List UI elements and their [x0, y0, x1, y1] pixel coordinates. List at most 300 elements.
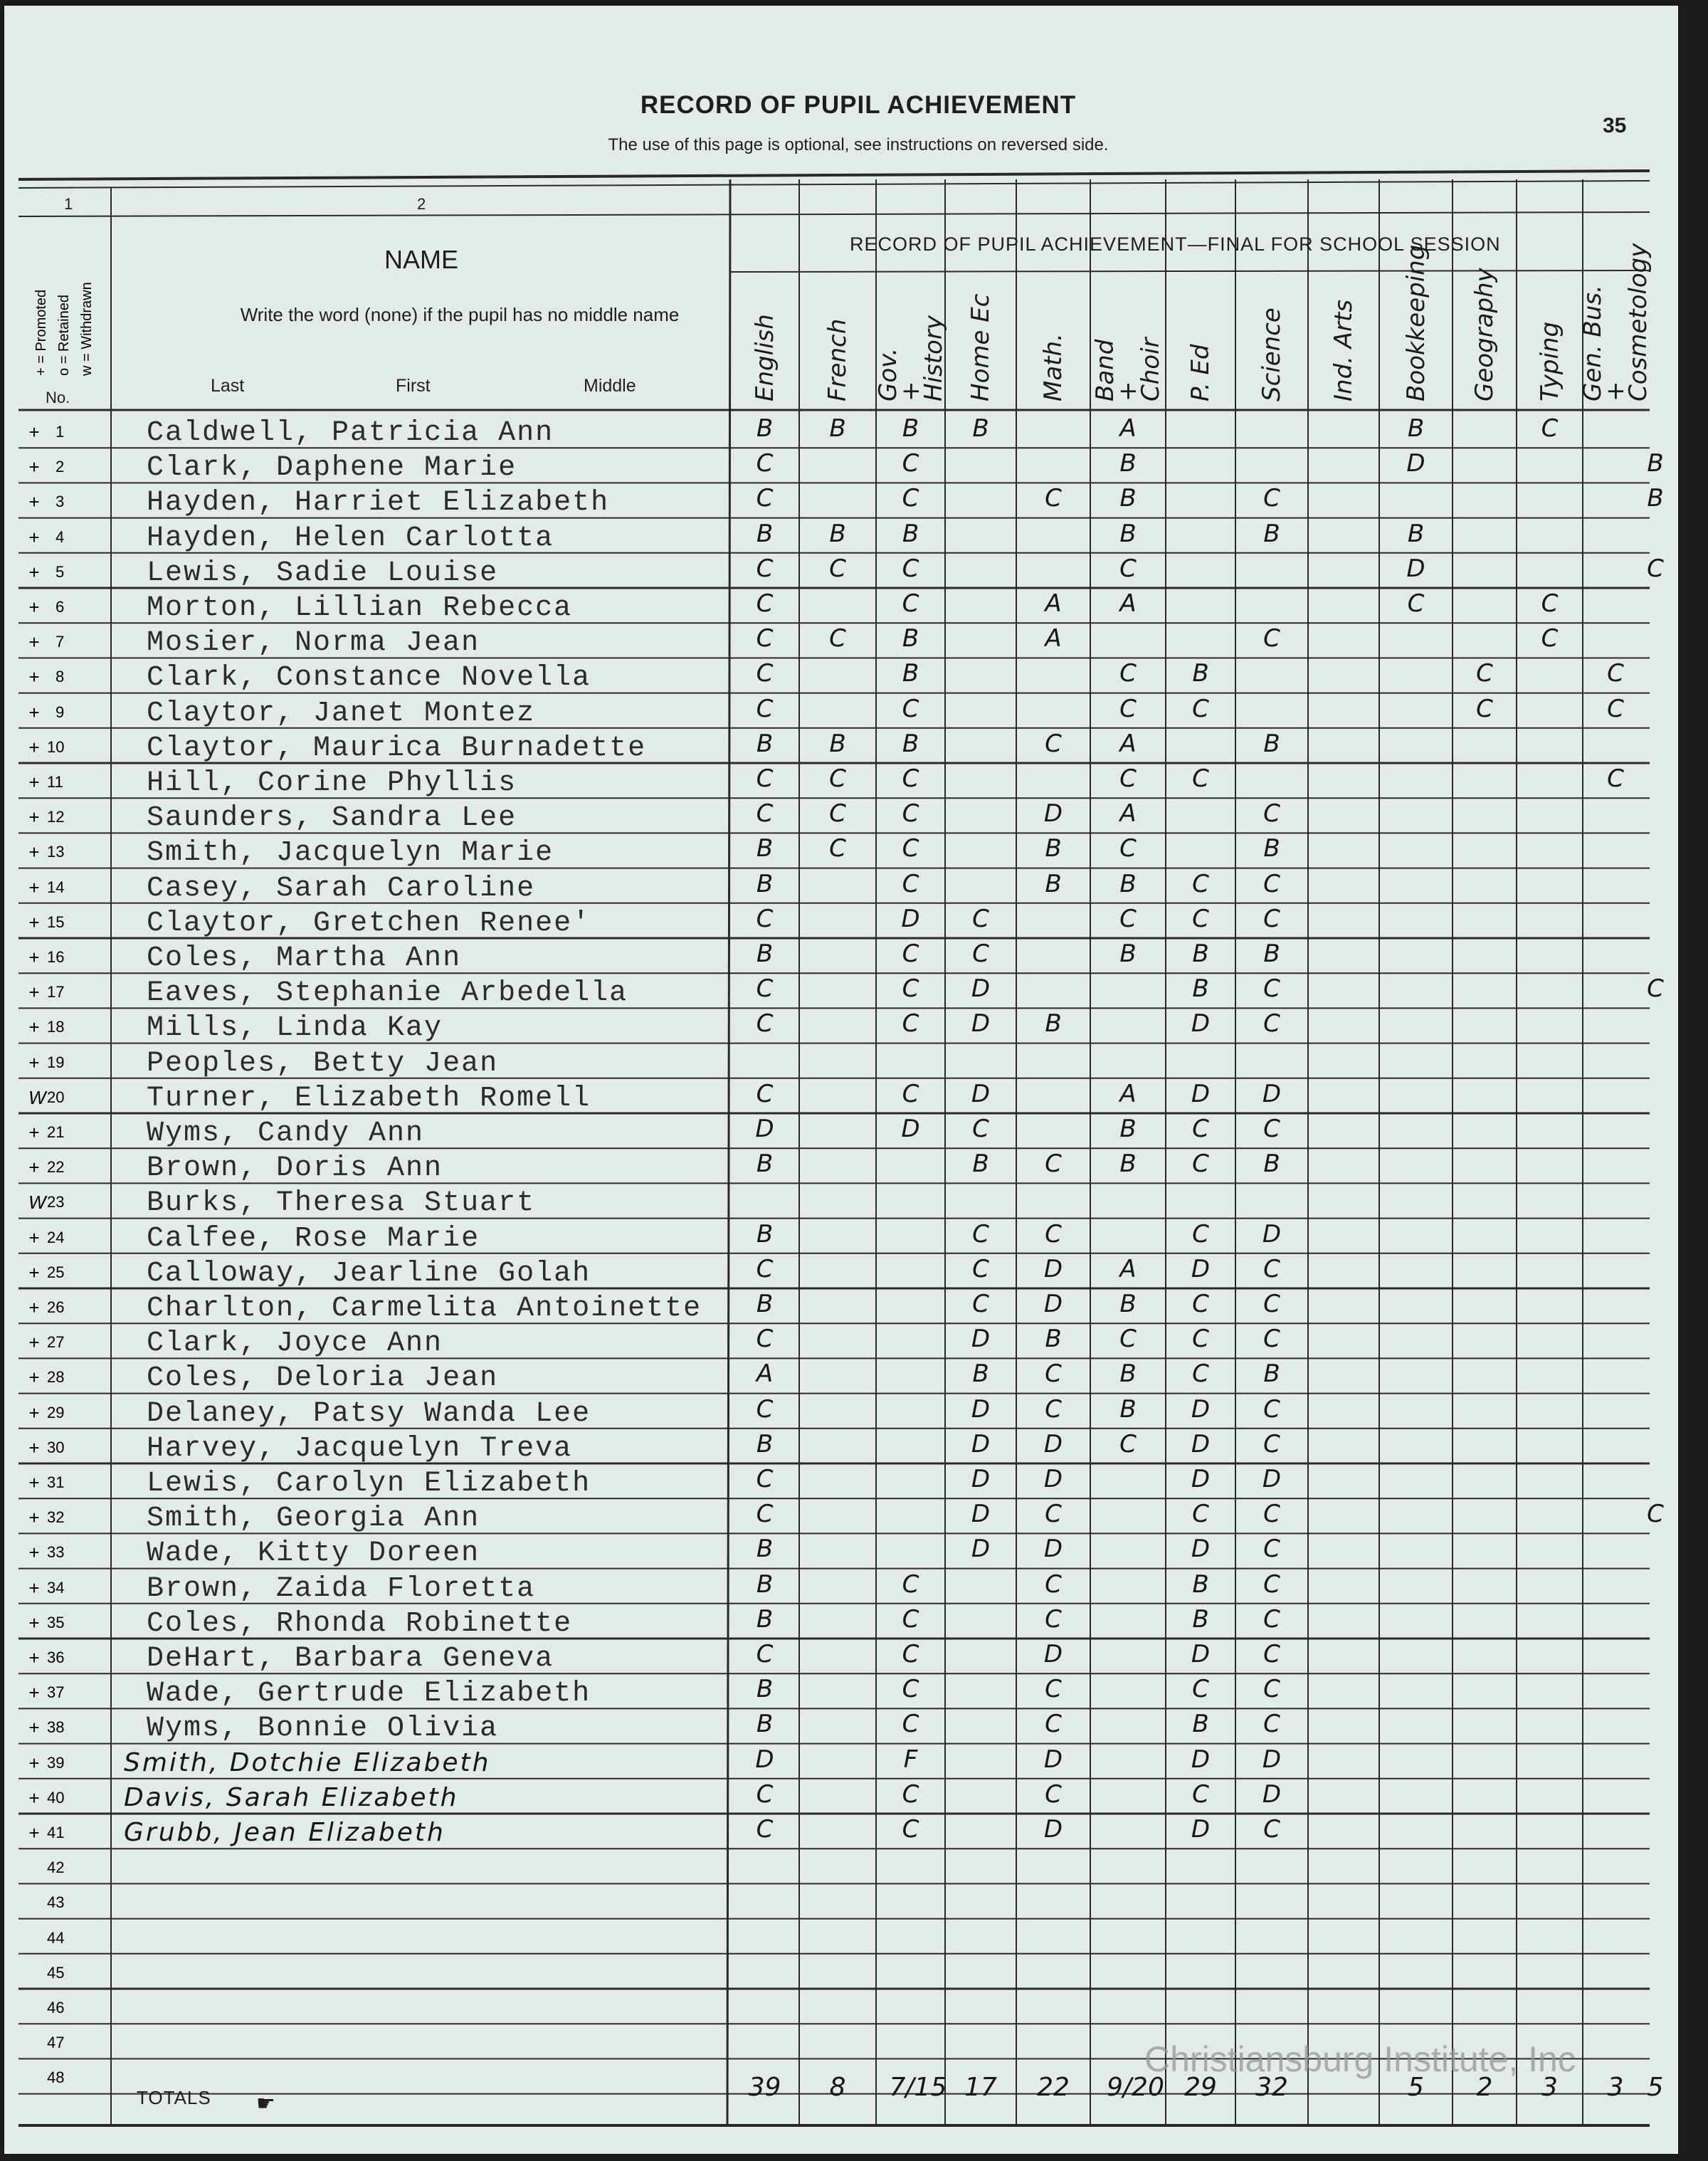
- grade-mark: B: [1192, 1604, 1209, 1634]
- grade-mark: D: [1043, 799, 1063, 829]
- grade-mark: C: [902, 764, 919, 793]
- pupil-name: Clark, Daphene Marie: [147, 452, 517, 485]
- promotion-status: +: [28, 596, 40, 618]
- pupil-row: [4, 413, 1678, 448]
- grade-mark: C: [1192, 1219, 1209, 1248]
- promotion-status: +: [28, 1016, 40, 1039]
- grade-mark: B: [1045, 1325, 1062, 1354]
- subject-header: Bookkeeping: [1401, 244, 1430, 401]
- grade-mark: C: [1192, 1290, 1209, 1318]
- pupil-name: Morton, Lillian Rebecca: [147, 592, 573, 624]
- grade-mark: C: [1192, 1675, 1209, 1704]
- promotion-status: +: [28, 631, 40, 653]
- grade-mark: B: [1263, 519, 1280, 548]
- grade-mark: B: [1119, 940, 1137, 968]
- grade-mark: B: [756, 1710, 774, 1739]
- pupil-name: Peoples, Betty Jean: [147, 1047, 499, 1080]
- grade-mark: B: [756, 1290, 774, 1318]
- pupil-name: Brown, Doris Ann: [147, 1152, 443, 1185]
- pupil-row: [4, 1183, 1678, 1218]
- grade-mark: C: [1119, 659, 1137, 688]
- grade-mark: C: [1607, 659, 1624, 688]
- grade-mark: C: [1192, 1500, 1209, 1529]
- pupil-name: Claytor, Maurica Burnadette: [147, 732, 647, 764]
- grade-mark: C: [1192, 1779, 1209, 1809]
- pupil-number: 33: [47, 1543, 65, 1562]
- grade-mark: C: [1192, 904, 1209, 933]
- pupil-name: Claytor, Janet Montez: [147, 697, 536, 730]
- pupil-name: Lewis, Sadie Louise: [147, 557, 499, 589]
- grade-mark: C: [1263, 1604, 1280, 1634]
- subject-header: P. Ed: [1186, 344, 1215, 401]
- pupil-row: [4, 1883, 1678, 1918]
- pupil-name: Smith, Dotchie Elizabeth: [124, 1747, 491, 1777]
- grade-mark: D: [1191, 1009, 1211, 1039]
- subject-header: Typing: [1535, 321, 1564, 401]
- grade-mark: B: [1045, 869, 1062, 898]
- grade-mark: D: [1191, 1640, 1211, 1668]
- pupil-row: [4, 868, 1678, 903]
- grade-mark: D: [971, 1465, 991, 1493]
- grade-mark: C: [829, 624, 846, 653]
- pupil-number: 5: [56, 562, 65, 581]
- pupil-number: 40: [47, 1788, 65, 1807]
- grade-mark: C: [756, 904, 774, 933]
- grade-mark: C: [972, 904, 989, 933]
- grade-mark: C: [902, 1604, 919, 1634]
- grade-mark: B: [1119, 1290, 1137, 1318]
- pupil-name: Coles, Rhonda Robinette: [147, 1607, 573, 1640]
- grade-mark: B: [1119, 1394, 1137, 1424]
- grade-mark: C: [1045, 1394, 1062, 1424]
- pupil-row: [4, 693, 1678, 728]
- grade-mark: D: [755, 1745, 774, 1774]
- grade-mark: C: [1192, 764, 1209, 793]
- pupil-number: 47: [47, 2034, 65, 2052]
- grade-mark: D: [1406, 554, 1425, 583]
- pupil-row: [4, 1989, 1678, 2024]
- grade-mark: A: [1045, 589, 1062, 618]
- grade-mark: B: [1045, 834, 1062, 863]
- pupil-row: [4, 1253, 1678, 1288]
- grade-mark: A: [1119, 799, 1137, 829]
- grade-mark: A: [1119, 1254, 1137, 1283]
- grade-mark: C: [1192, 1360, 1209, 1389]
- pupil-number: 46: [47, 1999, 65, 2017]
- total-value: 17: [964, 2073, 997, 2102]
- grade-mark: D: [1043, 1254, 1063, 1283]
- grade-mark: C: [902, 1710, 919, 1739]
- grade-mark: C: [902, 589, 919, 618]
- pupil-name: Wade, Kitty Doreen: [147, 1537, 480, 1570]
- grade-mark: D: [1043, 1745, 1063, 1774]
- grade-mark: D: [971, 1009, 991, 1039]
- pupil-name: Hill, Corine Phyllis: [147, 767, 517, 799]
- promotion-status: +: [28, 1122, 40, 1143]
- grade-mark: C: [1045, 484, 1062, 513]
- subject-header: English: [750, 314, 779, 401]
- pupil-row: [4, 1849, 1678, 1883]
- pupil-name: Burks, Theresa Stuart: [147, 1187, 536, 1220]
- grade-mark: C: [756, 1779, 774, 1809]
- pupil-number: 21: [47, 1123, 65, 1141]
- pupil-row: [4, 658, 1678, 693]
- grade-mark: B: [1119, 484, 1137, 513]
- grade-mark: C: [1045, 729, 1062, 758]
- grade-mark: C: [756, 974, 774, 1004]
- grade-mark: C: [902, 799, 919, 829]
- pointing-hand-icon: ☛: [256, 2092, 275, 2115]
- promotion-status: +: [28, 1577, 40, 1599]
- grade-mark: C: [1263, 1290, 1280, 1318]
- grade-mark: C: [1541, 624, 1559, 653]
- promotion-status: +: [28, 1402, 40, 1424]
- grade-mark: C: [902, 834, 919, 863]
- grade-mark: C: [1192, 1325, 1209, 1354]
- grade-mark: C: [902, 1009, 919, 1039]
- grade-mark: D: [1043, 1465, 1063, 1493]
- pupil-number: 12: [47, 808, 65, 826]
- grade-mark: C: [1647, 974, 1664, 1004]
- pupil-row: [4, 1288, 1678, 1323]
- pupil-number: 43: [47, 1893, 65, 1912]
- pupil-row: [4, 1814, 1678, 1849]
- promotion-status: +: [28, 1436, 40, 1458]
- grade-mark: C: [1119, 694, 1137, 723]
- pupil-row: [4, 483, 1678, 520]
- column-number-two: 2: [417, 195, 426, 213]
- grade-mark: C: [972, 1290, 989, 1318]
- grade-mark: D: [1262, 1465, 1282, 1493]
- grade-mark: B: [756, 1150, 774, 1179]
- pupil-row: [4, 1078, 1678, 1113]
- pupil-name: Coles, Martha Ann: [147, 942, 462, 974]
- grade-mark: C: [1119, 834, 1137, 863]
- pupil-row: [4, 518, 1678, 553]
- pupil-number: 36: [47, 1649, 65, 1666]
- pupil-name: Lewis, Carolyn Elizabeth: [147, 1468, 591, 1500]
- promotion-status: +: [28, 1226, 40, 1248]
- promotion-status: +: [28, 526, 40, 548]
- pupil-name: DeHart, Barbara Geneva: [147, 1643, 554, 1675]
- grade-mark: D: [1262, 1745, 1282, 1774]
- pupil-name: Harvey, Jacquelyn Treva: [147, 1432, 573, 1465]
- pupil-number: 25: [47, 1263, 65, 1281]
- promotion-status: +: [28, 876, 40, 898]
- pupil-row: [4, 1919, 1678, 1954]
- pupil-row: [4, 903, 1678, 938]
- grade-mark: C: [1263, 974, 1280, 1004]
- grade-mark: B: [1119, 869, 1137, 898]
- pupil-row: [4, 1639, 1678, 1673]
- grade-mark: B: [902, 519, 919, 548]
- grade-mark: C: [1263, 1325, 1280, 1354]
- promotion-status: W: [28, 1192, 46, 1214]
- grade-mark: C: [902, 1640, 919, 1668]
- grid-line: [19, 212, 1650, 216]
- subject-header: Band + Choir: [1091, 337, 1165, 401]
- pupil-name: Caldwell, Patricia Ann: [147, 417, 554, 449]
- pupil-number: 26: [47, 1298, 65, 1316]
- grade-mark: A: [1119, 589, 1137, 618]
- pupil-number: 6: [56, 598, 65, 616]
- grade-mark: D: [901, 1115, 920, 1143]
- grade-mark: C: [902, 1079, 919, 1108]
- grade-mark: D: [1043, 1815, 1063, 1844]
- grade-mark: B: [1407, 414, 1425, 443]
- pupil-name: Eaves, Stephanie Arbedella: [147, 977, 628, 1010]
- grade-mark: C: [1263, 1570, 1280, 1599]
- grade-mark: C: [1263, 1815, 1280, 1844]
- promotion-status: +: [28, 1507, 40, 1529]
- pupil-row: [4, 763, 1678, 798]
- promotion-status: +: [28, 1157, 40, 1179]
- grade-mark: D: [971, 1325, 991, 1354]
- pupil-row: [4, 1219, 1678, 1253]
- total-value: 9/20: [1107, 2073, 1164, 2102]
- grade-mark: C: [1263, 1535, 1280, 1564]
- grade-mark: C: [829, 834, 846, 863]
- grade-mark: C: [1045, 1150, 1062, 1179]
- grade-mark: C: [1045, 1675, 1062, 1704]
- record-sheet: [4, 6, 1678, 2154]
- grade-mark: B: [1119, 449, 1137, 478]
- grade-mark: C: [1263, 1675, 1280, 1704]
- pupil-name: Calfee, Rose Marie: [147, 1222, 480, 1255]
- pupil-row: [4, 1744, 1678, 1779]
- promotion-status: +: [28, 1332, 40, 1354]
- grade-mark: D: [971, 1500, 991, 1529]
- pupil-row: [4, 1463, 1678, 1498]
- grade-mark: B: [1119, 1115, 1137, 1143]
- grade-mark: D: [1191, 1394, 1211, 1424]
- pupil-name: Smith, Jacquelyn Marie: [147, 837, 554, 870]
- grade-mark: B: [1263, 729, 1280, 758]
- grade-mark: C: [1263, 484, 1280, 513]
- grade-mark: D: [1262, 1779, 1282, 1809]
- promotion-status: +: [28, 1717, 40, 1739]
- grade-mark: C: [972, 1219, 989, 1248]
- grade-mark: C: [1263, 1115, 1280, 1143]
- pupil-number: 28: [47, 1368, 65, 1387]
- pupil-row: [4, 1533, 1678, 1568]
- grade-mark: C: [1263, 1500, 1280, 1529]
- grade-mark: B: [1647, 449, 1664, 478]
- pupil-name: Mills, Linda Kay: [147, 1012, 443, 1045]
- grade-mark: D: [1191, 1429, 1211, 1458]
- pupil-name: Mosier, Norma Jean: [147, 627, 480, 660]
- promotion-status: +: [28, 982, 40, 1004]
- achievement-section-header: RECORD OF PUPIL ACHIEVEMENT—FINAL FOR SCHOOL SESSION: [850, 233, 1501, 255]
- promotion-status: +: [28, 421, 40, 443]
- promotion-status: +: [28, 1787, 40, 1809]
- grid-line: [730, 270, 1650, 272]
- middle-name-label: Middle: [584, 376, 636, 396]
- grade-mark: D: [1191, 1815, 1211, 1844]
- status-key-retained: o = Retained: [56, 295, 72, 376]
- promotion-status: +: [28, 561, 40, 583]
- pupil-number: 24: [47, 1228, 65, 1246]
- pupil-number: 20: [47, 1088, 65, 1106]
- grade-mark: B: [1263, 940, 1280, 968]
- grade-mark: B: [756, 1535, 774, 1564]
- grade-mark: B: [1192, 1710, 1209, 1739]
- grade-mark: C: [756, 589, 774, 618]
- grade-mark: C: [1263, 1429, 1280, 1458]
- pupil-number: 23: [47, 1193, 65, 1211]
- grade-mark: C: [1045, 1360, 1062, 1389]
- pupil-row: [4, 728, 1678, 763]
- grade-mark: C: [1541, 414, 1559, 443]
- grid-line: [19, 181, 1650, 188]
- grade-mark: B: [902, 729, 919, 758]
- promotion-status: +: [28, 806, 40, 829]
- pupil-row: [4, 1323, 1678, 1358]
- pupil-row: [4, 1358, 1678, 1393]
- grade-mark: C: [1607, 764, 1624, 793]
- pupil-number: 3: [56, 493, 65, 511]
- total-value: 7/15: [889, 2073, 947, 2102]
- pupil-row: [4, 1113, 1678, 1148]
- pupil-name: Hayden, Harriet Elizabeth: [147, 487, 610, 520]
- status-key: [30, 205, 98, 376]
- total-value: 5: [1408, 2073, 1424, 2102]
- grade-mark: B: [1647, 484, 1664, 513]
- grade-mark: D: [971, 1535, 991, 1564]
- pupil-name: Clark, Joyce Ann: [147, 1327, 443, 1360]
- grade-mark: D: [1043, 1535, 1063, 1564]
- pupil-name: Saunders, Sandra Lee: [147, 802, 517, 835]
- grade-mark: D: [971, 1394, 991, 1424]
- grade-mark: B: [756, 940, 774, 968]
- promotion-status: +: [28, 701, 40, 723]
- pupil-number: 7: [56, 633, 65, 651]
- grade-mark: D: [1191, 1535, 1211, 1564]
- pupil-row: [4, 1604, 1678, 1639]
- column-number-one: 1: [64, 195, 73, 213]
- grade-mark: B: [1119, 519, 1137, 548]
- grade-mark: C: [756, 1079, 774, 1108]
- pupil-row: [4, 1779, 1678, 1814]
- first-name-label: First: [396, 376, 431, 396]
- grade-mark: C: [1045, 1710, 1062, 1739]
- pupil-name: Clark, Constance Novella: [147, 662, 591, 695]
- pupil-number: 9: [56, 703, 65, 721]
- grade-mark: C: [902, 869, 919, 898]
- pupil-number: 27: [47, 1333, 65, 1352]
- grade-mark: C: [1045, 1779, 1062, 1809]
- promotion-status: +: [28, 1472, 40, 1493]
- grade-mark: B: [756, 729, 774, 758]
- grid-line: [19, 171, 1650, 179]
- grade-mark: C: [1607, 694, 1624, 723]
- grade-mark: C: [902, 974, 919, 1004]
- grade-mark: C: [902, 1675, 919, 1704]
- grade-mark: C: [902, 1570, 919, 1599]
- grade-mark: C: [902, 554, 919, 583]
- pupil-number: 48: [47, 2068, 65, 2087]
- grade-mark: C: [1263, 799, 1280, 829]
- grade-mark: C: [1192, 694, 1209, 723]
- pupil-name: Smith, Georgia Ann: [147, 1503, 480, 1535]
- grade-mark: C: [1119, 904, 1137, 933]
- grade-mark: C: [902, 1815, 919, 1844]
- promotion-status: +: [28, 1367, 40, 1389]
- grade-mark: D: [1191, 1254, 1211, 1283]
- pupil-name: Hayden, Helen Carlotta: [147, 522, 554, 554]
- grade-mark: A: [1119, 1079, 1137, 1108]
- grade-mark: B: [1119, 1150, 1137, 1179]
- subject-header: Geography: [1470, 268, 1499, 401]
- grade-mark: B: [756, 834, 774, 863]
- pupil-number: 42: [47, 1858, 65, 1877]
- grade-mark: B: [1192, 974, 1209, 1004]
- grade-mark: B: [1119, 1360, 1137, 1389]
- pupil-number: 45: [47, 1963, 65, 1982]
- grade-mark: B: [1045, 1009, 1062, 1039]
- promotion-status: +: [28, 1682, 40, 1704]
- grade-mark: B: [756, 1429, 774, 1458]
- subject-header: Gov. + History: [873, 315, 948, 401]
- subject-header: French: [823, 318, 852, 401]
- total-value: 3: [1607, 2073, 1624, 2102]
- grade-mark: B: [756, 1219, 774, 1248]
- pupil-number: 37: [47, 1683, 65, 1702]
- pupil-name: Brown, Zaida Floretta: [147, 1572, 536, 1605]
- grade-mark: C: [1476, 659, 1493, 688]
- grade-mark: C: [756, 449, 774, 478]
- promotion-status: +: [28, 772, 40, 793]
- pupil-number: 19: [47, 1053, 65, 1071]
- grade-mark: C: [756, 1254, 774, 1283]
- promotion-status: +: [28, 1261, 40, 1283]
- grade-mark: C: [1045, 1500, 1062, 1529]
- grade-mark: B: [829, 519, 846, 548]
- grade-mark: C: [1045, 1604, 1062, 1634]
- grade-mark: C: [902, 940, 919, 968]
- pupil-number: 18: [47, 1018, 65, 1036]
- grade-mark: C: [902, 484, 919, 513]
- pupil-number: 29: [47, 1403, 65, 1421]
- grade-mark: C: [972, 940, 989, 968]
- pupil-row: [4, 1498, 1678, 1533]
- grade-mark: B: [902, 414, 919, 443]
- pupil-number: 22: [47, 1158, 65, 1177]
- promotion-status: W: [28, 1086, 46, 1108]
- pupil-name: Calloway, Jearline Golah: [147, 1257, 591, 1290]
- pupil-name: Coles, Deloria Jean: [147, 1362, 499, 1395]
- grade-mark: C: [1192, 869, 1209, 898]
- grade-mark: D: [1043, 1290, 1063, 1318]
- pupil-row: [4, 1954, 1678, 1989]
- pupil-row: [4, 1148, 1678, 1183]
- promotion-status: +: [28, 947, 40, 968]
- pupil-number: 2: [56, 458, 65, 476]
- pupil-row: [4, 1673, 1678, 1708]
- grade-mark: D: [755, 1115, 774, 1143]
- grade-mark: C: [1119, 554, 1137, 583]
- total-value: 2: [1476, 2073, 1493, 2102]
- pupil-name: Claytor, Gretchen Renee': [147, 907, 591, 940]
- total-value: 5: [1647, 2073, 1664, 2102]
- grade-mark: C: [1263, 904, 1280, 933]
- pupil-row: [4, 1394, 1678, 1429]
- pupil-number: 31: [47, 1473, 65, 1491]
- grade-mark: B: [1263, 1360, 1280, 1389]
- grade-mark: C: [1263, 1394, 1280, 1424]
- totals-label: TOTALS: [137, 2087, 211, 2108]
- status-key-withdrawn: w = Withdrawn: [79, 282, 95, 376]
